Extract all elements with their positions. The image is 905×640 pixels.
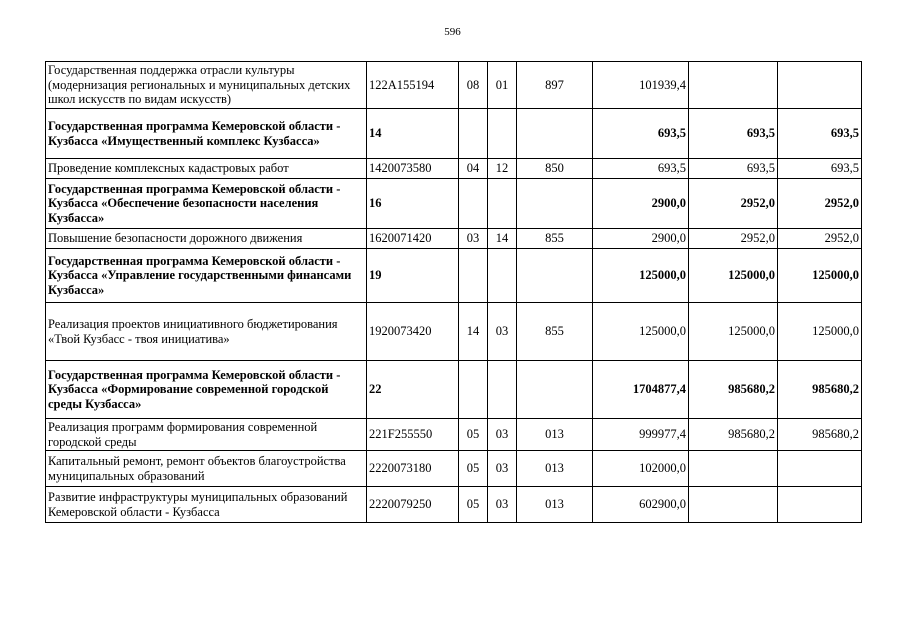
row-expense-type-cell: 855 bbox=[517, 303, 593, 361]
row-subsection-cell bbox=[488, 361, 517, 419]
row-sum-2-cell: 693,5 bbox=[689, 109, 778, 159]
row-subsection-cell: 01 bbox=[488, 62, 517, 109]
row-section-cell bbox=[459, 249, 488, 303]
row-section-cell bbox=[459, 361, 488, 419]
row-code-cell: 16 bbox=[367, 179, 459, 229]
row-sum-2-cell bbox=[689, 487, 778, 523]
row-name-cell: Государственная поддержка отрасли культуры (модернизация региональных и муниципальных детских школ искусств по видам искусств) bbox=[46, 62, 367, 109]
program-row bbox=[46, 249, 862, 303]
row-code-cell: 1620071420 bbox=[367, 229, 459, 249]
page-number: 596 bbox=[444, 26, 461, 38]
row-name-cell: Государственная программа Кемеровской области - Кузбасса «Имущественный комплекс Кузбасса» bbox=[46, 109, 367, 159]
row-expense-type-cell: 897 bbox=[517, 62, 593, 109]
row-sum-1-cell: 125000,0 bbox=[593, 249, 689, 303]
row-name-cell: Повышение безопасности дорожного движения bbox=[46, 229, 367, 249]
program-row bbox=[46, 179, 862, 229]
row-subsection-cell bbox=[488, 179, 517, 229]
row-sum-1-cell: 693,5 bbox=[593, 159, 689, 179]
row-section-cell: 05 bbox=[459, 451, 488, 487]
row-sum-2-cell bbox=[689, 451, 778, 487]
row-expense-type-cell: 013 bbox=[517, 451, 593, 487]
row-sum-1-cell: 102000,0 bbox=[593, 451, 689, 487]
row-expense-type-cell bbox=[517, 361, 593, 419]
table-row bbox=[46, 159, 862, 179]
row-expense-type-cell bbox=[517, 249, 593, 303]
row-subsection-cell: 03 bbox=[488, 487, 517, 523]
row-sum-1-cell: 602900,0 bbox=[593, 487, 689, 523]
row-subsection-cell: 03 bbox=[488, 419, 517, 451]
row-sum-2-cell bbox=[689, 62, 778, 109]
row-sum-1-cell: 693,5 bbox=[593, 109, 689, 159]
row-expense-type-cell: 013 bbox=[517, 419, 593, 451]
row-sum-1-cell: 101939,4 bbox=[593, 62, 689, 109]
row-section-cell: 05 bbox=[459, 487, 488, 523]
row-code-cell: 14 bbox=[367, 109, 459, 159]
program-row bbox=[46, 361, 862, 419]
row-sum-3-cell: 693,5 bbox=[778, 109, 862, 159]
row-code-cell: 221F255550 bbox=[367, 419, 459, 451]
row-expense-type-cell bbox=[517, 179, 593, 229]
row-section-cell bbox=[459, 109, 488, 159]
row-section-cell: 03 bbox=[459, 229, 488, 249]
row-expense-type-cell: 855 bbox=[517, 229, 593, 249]
program-row bbox=[46, 109, 862, 159]
row-subsection-cell bbox=[488, 109, 517, 159]
row-code-cell: 122A155194 bbox=[367, 62, 459, 109]
row-name-cell: Проведение комплексных кадастровых работ bbox=[46, 159, 367, 179]
row-code-cell: 2220073180 bbox=[367, 451, 459, 487]
row-sum-3-cell bbox=[778, 62, 862, 109]
table-row bbox=[46, 62, 862, 109]
row-sum-1-cell: 2900,0 bbox=[593, 229, 689, 249]
row-sum-2-cell: 125000,0 bbox=[689, 249, 778, 303]
budget-table bbox=[45, 61, 862, 523]
table-row bbox=[46, 229, 862, 249]
table-row bbox=[46, 487, 862, 523]
row-sum-3-cell: 2952,0 bbox=[778, 229, 862, 249]
row-name-cell: Реализация проектов инициативного бюджетирования «Твой Кузбасс - твоя инициатива» bbox=[46, 303, 367, 361]
row-subsection-cell bbox=[488, 249, 517, 303]
row-code-cell: 22 bbox=[367, 361, 459, 419]
row-code-cell: 19 bbox=[367, 249, 459, 303]
row-section-cell: 14 bbox=[459, 303, 488, 361]
row-subsection-cell: 03 bbox=[488, 303, 517, 361]
row-name-cell: Развитие инфраструктуры муниципальных образований Кемеровской области - Кузбасса bbox=[46, 487, 367, 523]
row-subsection-cell: 14 bbox=[488, 229, 517, 249]
row-subsection-cell: 03 bbox=[488, 451, 517, 487]
row-sum-3-cell: 125000,0 bbox=[778, 303, 862, 361]
budget-table-body bbox=[46, 62, 862, 523]
row-sum-2-cell: 2952,0 bbox=[689, 179, 778, 229]
row-sum-3-cell: 985680,2 bbox=[778, 361, 862, 419]
row-expense-type-cell: 850 bbox=[517, 159, 593, 179]
table-row bbox=[46, 451, 862, 487]
row-code-cell: 1420073580 bbox=[367, 159, 459, 179]
row-sum-3-cell bbox=[778, 487, 862, 523]
row-sum-3-cell: 985680,2 bbox=[778, 419, 862, 451]
row-sum-3-cell bbox=[778, 451, 862, 487]
row-name-cell: Реализация программ формирования современной городской среды bbox=[46, 419, 367, 451]
row-sum-1-cell: 2900,0 bbox=[593, 179, 689, 229]
row-name-cell: Государственная программа Кемеровской области - Кузбасса «Обеспечение безопасности населения Кузбасса» bbox=[46, 179, 367, 229]
row-sum-2-cell: 985680,2 bbox=[689, 361, 778, 419]
row-name-cell: Государственная программа Кемеровской области - Кузбасса «Управление государственными финансами Кузбасса» bbox=[46, 249, 367, 303]
row-section-cell bbox=[459, 179, 488, 229]
row-name-cell: Капитальный ремонт, ремонт объектов благоустройства муниципальных образований bbox=[46, 451, 367, 487]
row-sum-3-cell: 693,5 bbox=[778, 159, 862, 179]
row-sum-1-cell: 999977,4 bbox=[593, 419, 689, 451]
row-section-cell: 05 bbox=[459, 419, 488, 451]
table-row bbox=[46, 303, 862, 361]
row-sum-1-cell: 1704877,4 bbox=[593, 361, 689, 419]
table-row bbox=[46, 419, 862, 451]
row-name-cell: Государственная программа Кемеровской области - Кузбасса «Формирование современной городской среды Кузбасса» bbox=[46, 361, 367, 419]
row-sum-2-cell: 693,5 bbox=[689, 159, 778, 179]
row-section-cell: 04 bbox=[459, 159, 488, 179]
row-sum-3-cell: 125000,0 bbox=[778, 249, 862, 303]
row-section-cell: 08 bbox=[459, 62, 488, 109]
row-sum-3-cell: 2952,0 bbox=[778, 179, 862, 229]
row-sum-2-cell: 985680,2 bbox=[689, 419, 778, 451]
row-sum-1-cell: 125000,0 bbox=[593, 303, 689, 361]
row-expense-type-cell bbox=[517, 109, 593, 159]
row-code-cell: 1920073420 bbox=[367, 303, 459, 361]
row-sum-2-cell: 2952,0 bbox=[689, 229, 778, 249]
row-expense-type-cell: 013 bbox=[517, 487, 593, 523]
row-subsection-cell: 12 bbox=[488, 159, 517, 179]
row-sum-2-cell: 125000,0 bbox=[689, 303, 778, 361]
row-code-cell: 2220079250 bbox=[367, 487, 459, 523]
